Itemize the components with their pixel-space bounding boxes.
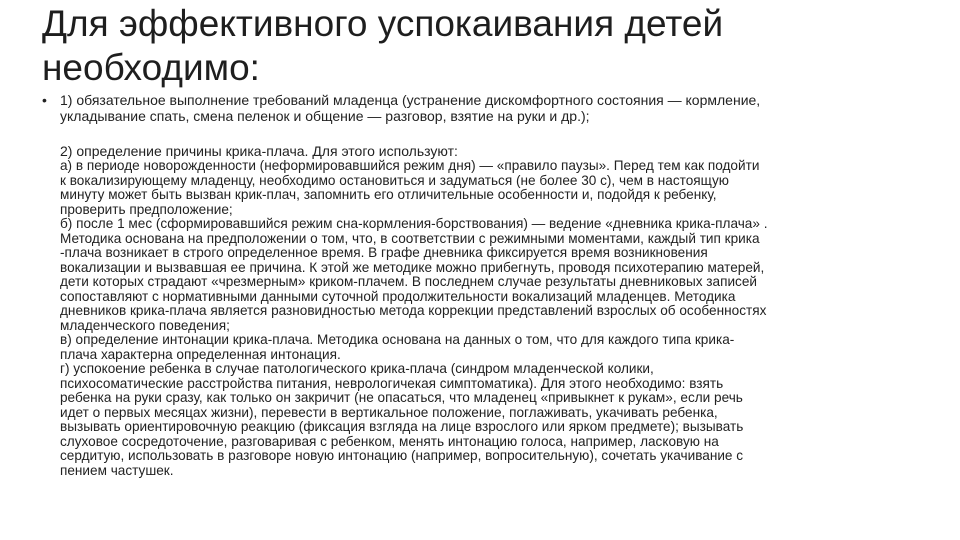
bullet-item (42, 92, 922, 478)
detail-line: -плача возникает в строго определенное время. В графе дневника фиксируется время возникновения (60, 245, 708, 260)
title-line: необходимо: (42, 47, 260, 88)
detail-line: психосоматические расстройства питания, неврологичекая симптоматика). Для этого необходимо: взять (60, 375, 724, 391)
slide-title (42, 2, 922, 90)
slide-body (42, 92, 922, 478)
detail-line: пением частушек. (60, 462, 174, 478)
detail-line: минуту может быть вызван крик-плач, запомнить его отличительные особенности и, подойдя к ребенку, (60, 187, 717, 202)
detail-line: проверить предположение; (60, 201, 233, 217)
detail-line: сопоставляют с нормативными данными суточной продолжительности вокализаций младенцев. Методика (60, 288, 736, 304)
detail-line: дети которых страдают «чрезмерным» криком-плачем. В последнем случае результаты дневниковых записей (60, 274, 758, 289)
detail-line: вызывать ориентировочную реакцию (фиксация взгляда на лице взрослого или ярком предмете); вызывать (60, 419, 744, 434)
detail-line: дневников крика-плача является разновидностью метода коррекции представлений взрослых об особенностях (60, 303, 767, 318)
point-1-line: 1) обязательное выполнение требований младенца (устранение дискомфортного состояния — кормление, (60, 92, 761, 108)
detail-line: а) в периоде новорожденности (неформировавшийся режим дня) — «правило паузы». Перед тем как подойти (60, 158, 760, 173)
detail-line: плача характерна определенная интонация. (60, 346, 341, 362)
detail-line: Методика основана на предположении о том, что, в соответствии с режимными моментами, каждый тип крика (60, 230, 760, 246)
bullet-icon: • (42, 92, 47, 108)
point-2: 2) определение причины крика-плача. Для этого используют: (60, 143, 458, 159)
title-line: Для эффективного успокаивания детей (42, 3, 724, 44)
detail-line: ребенка на руки сразу, как только он закричит (не опасаться, что младенец «привыкнет к рукам», если речь (60, 390, 743, 405)
detail-line: к вокализирующему младенцу, необходимо остановиться и задуматься (не более 30 с), чем в настоящую (60, 172, 729, 188)
detail-line: слуховое сосредоточение, разговаривая с ребенком, менять интонацию голоса, например, ласковую на (60, 433, 719, 449)
detail-line: вокализации и вызвавшая ее причина. К этой же методике можно прибегнуть, проводя психотерапию матерей, (60, 259, 765, 275)
detail-line: б) после 1 мес (сформировавшийся режим сна-кормления-борствования) — ведение «дневника крика-плача» . (60, 216, 768, 231)
detail-line: г) успокоение ребенка в случае патологического крика-плача (синдром младенческой колики, (60, 361, 654, 376)
detail-line: сердитую, использовать в разговоре новую интонацию (например, вопросительную), сочетать укачивание с (60, 448, 744, 463)
detail-line: младенческого поведения; (60, 317, 230, 333)
detail-line: идет о первых месяцах жизни), перевести в вертикальное положение, поглаживать, укачивать ребенка, (60, 404, 718, 420)
point-2-details (60, 159, 922, 478)
detail-line: в) определение интонации крика-плача. Методика основана на данных о том, что для каждого типа крика- (60, 332, 735, 347)
point-1-line: укладывание спать, смена пеленок и общение — разговор, взятие на руки и др.); (60, 108, 590, 124)
point-1 (60, 92, 922, 124)
